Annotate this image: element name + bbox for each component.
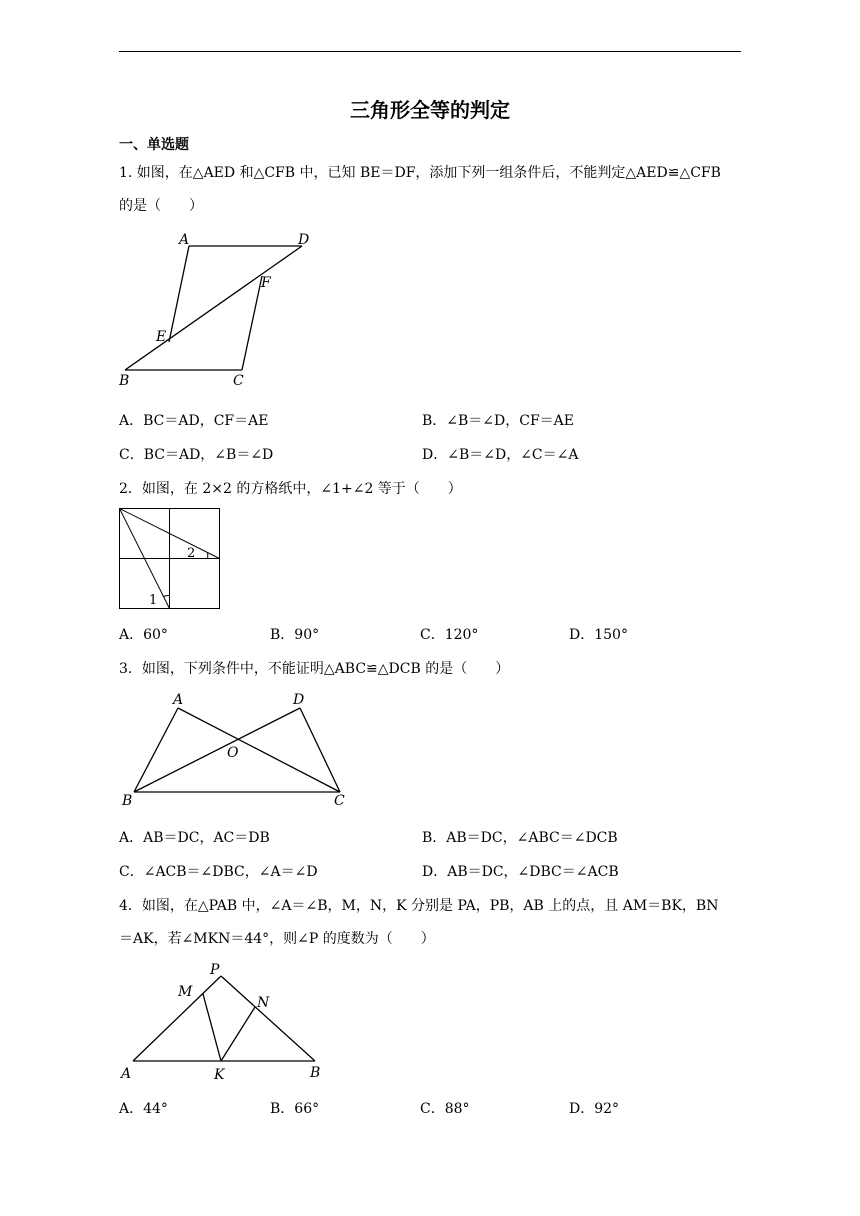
q2-option-a[interactable]: A．60° (119, 627, 168, 643)
q1-option-c[interactable]: C．BC＝AD，∠B＝∠D (119, 447, 274, 463)
q2-option-b[interactable]: B．90° (270, 627, 320, 643)
q4-figure (115, 958, 335, 1084)
q3-option-b[interactable]: B．AB＝DC，∠ABC＝∠DCB (422, 830, 618, 846)
q2-arc-1 (164, 595, 170, 596)
q4-seg-PB (221, 976, 315, 1061)
q4-seg-PA (133, 976, 221, 1061)
q2-option-d[interactable]: D．150° (569, 627, 628, 643)
q3-option-d[interactable]: D．AB＝DC，∠DBC＝∠ACB (422, 864, 619, 880)
q2-angle-label-1: 1 (149, 593, 158, 608)
q3-stem: 3．如图，下列条件中，不能证明△ABC≌△DCB 的是（ ） (119, 661, 510, 677)
q4-label-K: K (214, 1067, 225, 1083)
q1-seg-BD (125, 246, 302, 370)
q3-label-O: O (227, 745, 239, 761)
q1-label-B: B (119, 373, 130, 389)
q3-option-c[interactable]: C．∠ACB＝∠DBC，∠A＝∠D (119, 864, 318, 880)
q4-label-B: B (310, 1065, 321, 1081)
q3-seg-DB (134, 708, 300, 792)
q1-option-b[interactable]: B．∠B＝∠D，CF＝AE (422, 413, 575, 429)
q4-option-d[interactable]: D．92° (569, 1101, 620, 1117)
q1-label-C: C (233, 373, 244, 389)
page-title: 三角形全等的判定 (350, 98, 510, 122)
q4-label-N: N (257, 995, 270, 1011)
q1-stem-line2: 的是（ ） (119, 198, 203, 214)
q4-option-a[interactable]: A．44° (119, 1101, 168, 1117)
q1-seg-CF (242, 276, 262, 370)
q3-label-B: B (122, 793, 133, 809)
q4-option-b[interactable]: B．66° (270, 1101, 320, 1117)
q4-label-A: A (121, 1066, 132, 1082)
header-rule (119, 51, 741, 52)
q4-seg-MK (203, 994, 221, 1061)
q2-stem: 2．如图，在 2×2 的方格纸中，∠1+∠2 等于（ ） (119, 481, 462, 497)
q1-label-D: D (298, 232, 310, 248)
q1-figure (115, 228, 325, 390)
q4-option-c[interactable]: C．88° (420, 1101, 470, 1117)
section-heading: 一、单选题 (119, 137, 189, 153)
q3-label-D: D (293, 692, 305, 708)
q3-option-a[interactable]: A．AB＝DC，AC＝DB (119, 830, 270, 846)
q3-label-A: A (173, 692, 184, 708)
q1-option-d[interactable]: D．∠B＝∠D，∠C＝∠A (422, 447, 579, 463)
q2-figure (119, 508, 220, 609)
q4-label-P: P (210, 962, 220, 978)
q4-seg-NK (221, 1007, 255, 1061)
q3-label-C: C (334, 793, 345, 809)
q1-label-F: F (261, 275, 271, 291)
q1-label-E: E (156, 329, 167, 345)
q1-label-A: A (179, 232, 190, 248)
q3-seg-DC (300, 708, 340, 792)
q4-label-M: M (178, 984, 193, 1000)
q4-stem-line2: ＝AK，若∠MKN＝44°，则∠P 的度数为（ ） (119, 931, 435, 947)
q3-figure (115, 690, 355, 812)
q2-angle-label-2: 2 (187, 546, 196, 561)
q2-option-c[interactable]: C．120° (420, 627, 479, 643)
q1-stem-line1: 1. 如图，在△AED 和△CFB 中，已知 BE＝DF，添加下列一组条件后，不能判定△AED≌△CFB (119, 165, 721, 181)
q3-seg-AB (134, 708, 178, 792)
q4-stem-line1: 4．如图，在△PAB 中，∠A＝∠B，M，N，K 分别是 PA，PB，AB 上的点，且 AM＝BK，BN (119, 898, 719, 914)
q3-seg-AC (178, 708, 340, 792)
q1-option-a[interactable]: A．BC＝AD，CF＝AE (119, 413, 269, 429)
